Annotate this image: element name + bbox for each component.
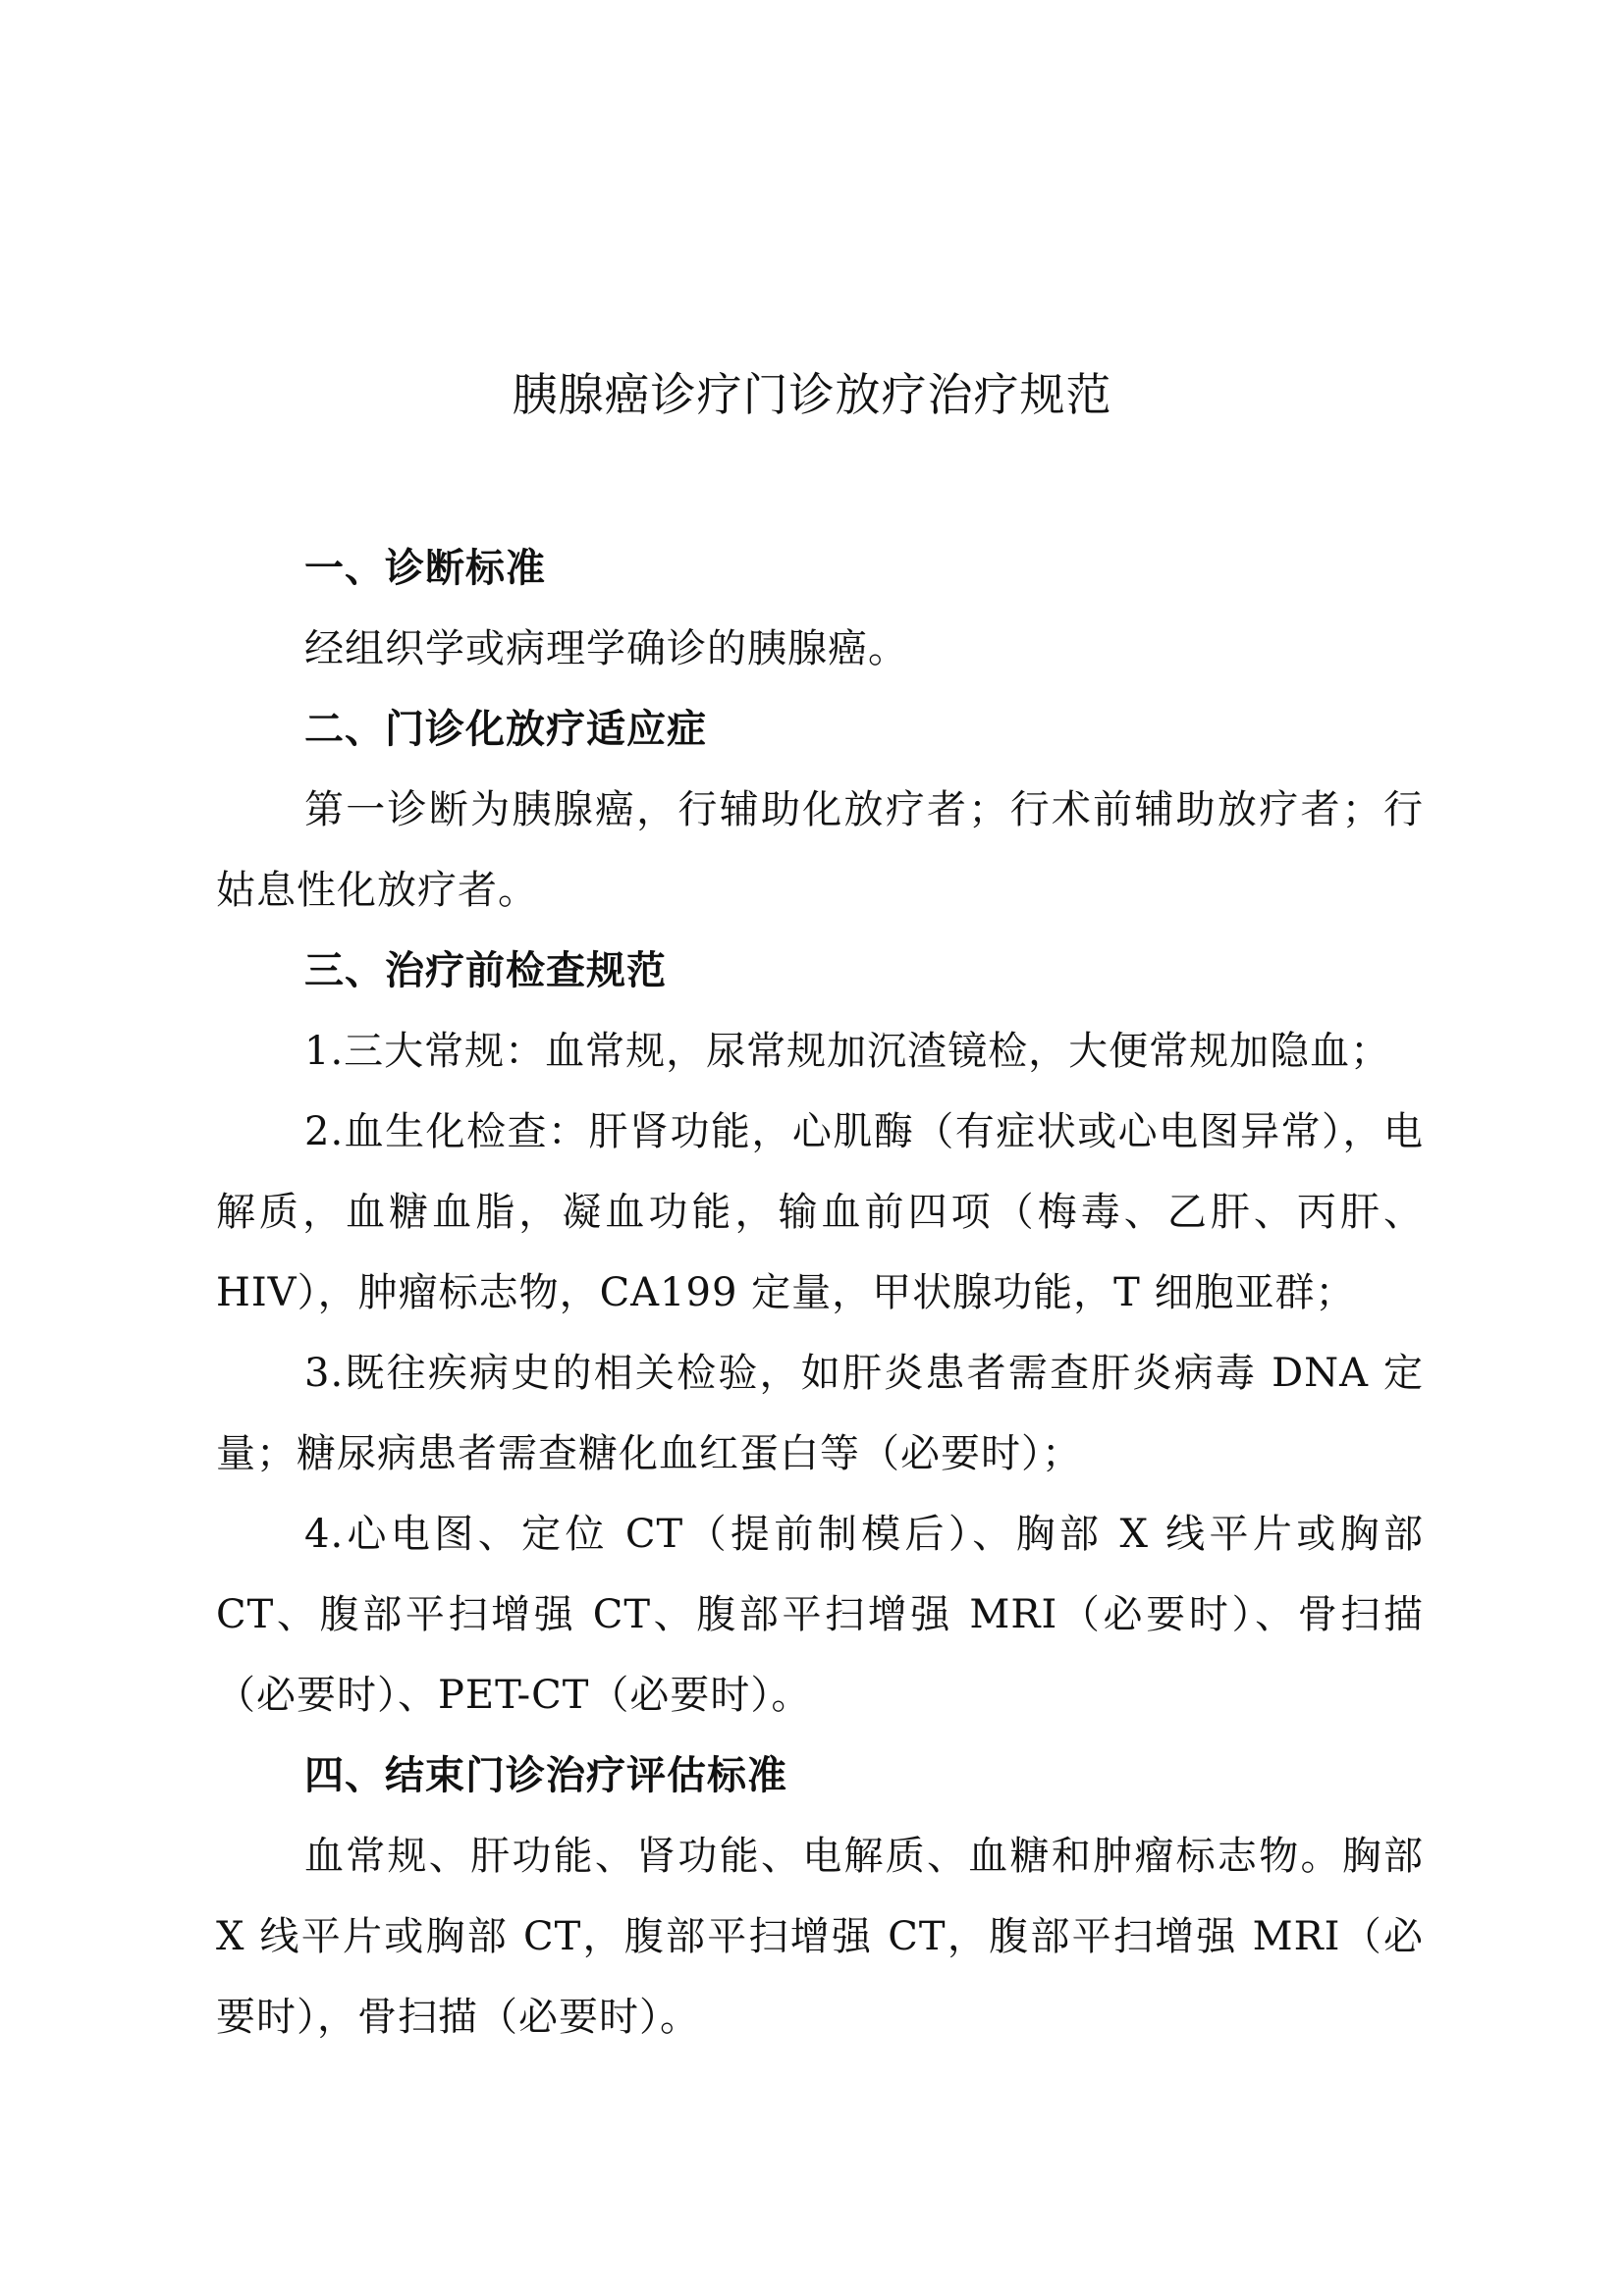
section-pretreatment-exams — [216, 931, 1424, 1735]
section-paragraph: 1.三大常规：血常规，尿常规加沉渣镜检，大便常规加隐血； — [304, 1029, 1391, 1074]
section-diagnosis — [216, 528, 1424, 689]
section-heading: 二、门诊化放疗适应症 — [304, 707, 707, 752]
document-title: 胰腺癌诊疗门诊放疗治疗规范 — [512, 368, 1112, 421]
section-heading: 一、诊断标准 — [304, 546, 546, 591]
section-indications — [216, 689, 1424, 931]
section-paragraph: 2.血生化检查：肝肾功能，心肌酶（有症状或心电图异常），电解质，血糖血脂，凝血功能，输血前四项（梅毒、乙肝、丙肝、HIV），肿瘤标志物，CA199 定量，甲状腺功能，T 细胞亚群； — [216, 1109, 1424, 1315]
section-paragraph: 第一诊断为胰腺癌，行辅助化放疗者；行术前辅助放疗者；行姑息性化放疗者。 — [216, 787, 1424, 913]
document-body — [216, 528, 1424, 2057]
section-heading: 四、结束门诊治疗评估标准 — [304, 1753, 787, 1798]
section-paragraph: 经组织学或病理学确诊的胰腺癌。 — [304, 626, 908, 671]
section-paragraph: 3.既往疾病史的相关检验，如肝炎患者需查肝炎病毒 DNA 定量；糖尿病患者需查糖化血红蛋白等（必要时）； — [216, 1351, 1424, 1476]
section-heading: 三、治疗前检查规范 — [304, 948, 667, 993]
section-paragraph: 4.心电图、定位 CT（提前制模后）、胸部 X 线平片或胸部 CT、腹部平扫增强 CT、腹部平扫增强 MRI（必要时）、骨扫描（必要时）、PET-CT（必要时）。 — [216, 1512, 1424, 1718]
section-paragraph: 血常规、肝功能、肾功能、电解质、血糖和肿瘤标志物。胸部 X 线平片或胸部 CT，腹部平扫增强 CT，腹部平扫增强 MRI（必要时），骨扫描（必要时）。 — [216, 1834, 1424, 2040]
section-evaluation-standard — [216, 1735, 1424, 2057]
